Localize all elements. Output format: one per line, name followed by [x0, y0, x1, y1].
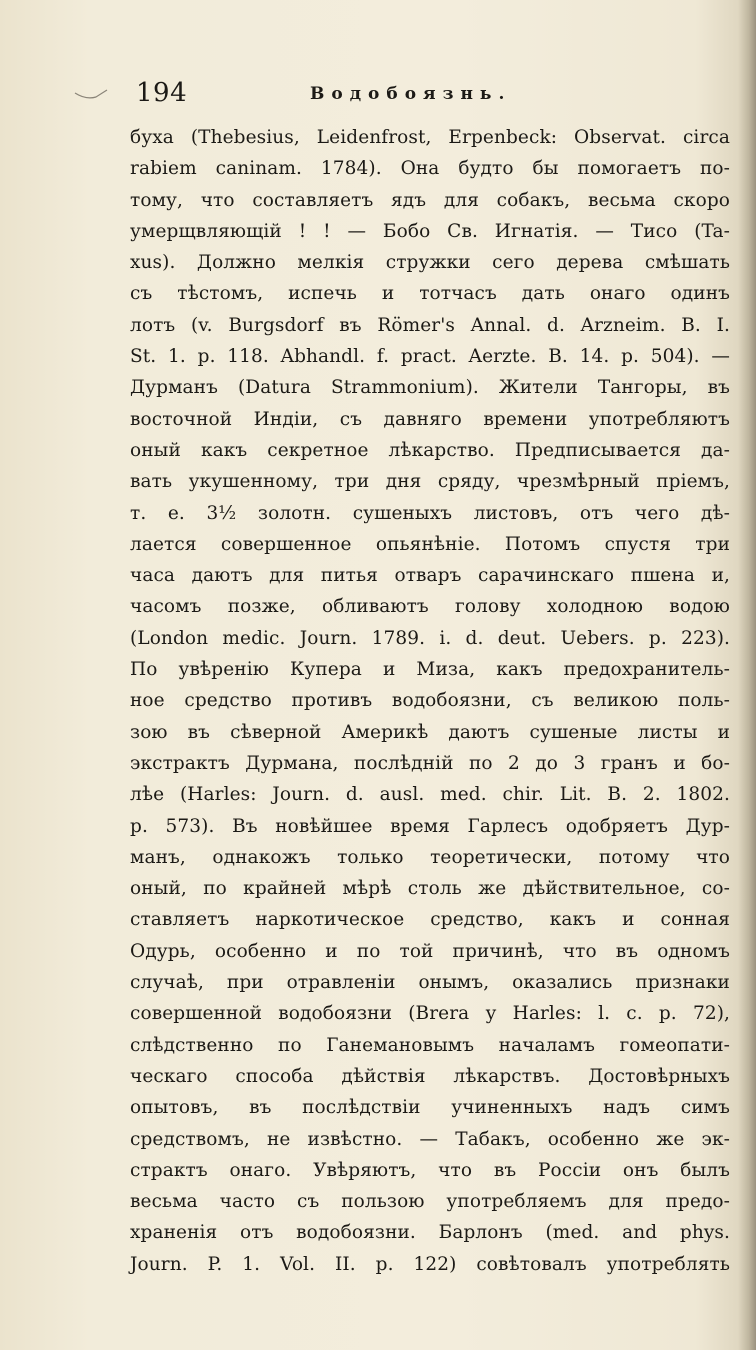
page-number: 194 — [136, 78, 188, 108]
text-line: храненія отъ водобоязни. Барлонъ (med. and phys. — [130, 1222, 730, 1244]
text-line: слѣдственно по Ганемановымъ началамъ гомеопати- — [130, 1034, 730, 1056]
text-line: лѣе (Harles: Journ. d. ausl. med. chir. Lit. B. 2. 1802. — [130, 784, 730, 806]
text-line: Journ. P. 1. Vol. II. p. 122) совѣтовалъ употреблять — [130, 1253, 730, 1275]
text-line: St. 1. p. 118. Abhandl. f. pract. Aerzte. B. 14. p. 504). — — [130, 346, 730, 368]
text-line: p. 573). Въ новѣйшее время Гарлесъ одобряетъ Дур- — [130, 815, 730, 837]
text-line: зою въ сѣверной Америкѣ даютъ сушеные листы и — [130, 721, 730, 743]
text-line: ставляетъ наркотическое средство, какъ и сонная — [130, 909, 730, 931]
text-line: ческаго способа дѣйствія лѣкарствъ. Достовѣрныхъ — [130, 1065, 730, 1087]
text-line: опытовъ, въ послѣдствіи учиненныхъ надъ симъ — [130, 1097, 730, 1119]
text-line: вать укушенному, три дня сряду, чрезмѣрный пріемъ, — [130, 471, 730, 493]
text-line: съ тѣстомъ, испечь и тотчасъ дать онаго одинъ — [130, 283, 730, 305]
text-line: оный какъ секретное лѣкарство. Предписывается да- — [130, 439, 730, 461]
text-line: случаѣ, при отравленіи онымъ, оказались признаки — [130, 972, 730, 994]
text-line: rabiem caninam. 1784). Она будто бы помогаетъ по- — [130, 158, 730, 180]
text-line: часа даютъ для питья отваръ сарачинскаго пшена и, — [130, 565, 730, 587]
text-line: восточной Индіи, съ давняго времени употребляютъ — [130, 408, 730, 430]
text-line: тому, что составляетъ ядъ для собакъ, весьма скоро — [130, 189, 730, 211]
text-line: страктъ онаго. Увѣряютъ, что въ Россіи онъ былъ — [130, 1159, 730, 1181]
text-line: манъ, однакожъ только теоретически, потому что — [130, 846, 730, 868]
text-line: экстрактъ Дурмана, послѣдній по 2 до 3 гранъ и бо- — [130, 752, 730, 774]
text-line: Одурь, особенно и по той причинѣ, что въ одномъ — [130, 940, 730, 962]
text-line: буха (Thebesius, Leidenfrost, Erpenbeck: Observat. circa — [130, 127, 730, 148]
text-line: По увѣренію Купера и Миза, какъ предохранитель- — [130, 659, 730, 681]
text-line: лотъ (v. Burgsdorf въ Römer's Annal. d. Arzneim. B. I. — [130, 314, 730, 336]
text-line: (London medic. Journ. 1789. i. d. deut. Uebers. p. 223). — [130, 627, 730, 649]
running-title: Водобоязнь. — [310, 84, 512, 104]
text-line: оный, по крайней мѣрѣ столь же дѣйствительное, со- — [130, 878, 730, 900]
page-edge-shadow — [738, 0, 756, 1350]
text-line: часомъ позже, обливаютъ голову холодною водою — [130, 596, 730, 618]
text-line: ное средство противъ водобоязни, съ великою поль- — [130, 690, 730, 712]
text-line: Дурманъ (Datura Strammonium). Жители Тангоры, въ — [130, 377, 730, 399]
text-line: xus). Должно мелкія стружки сего дерева смѣшать — [130, 252, 730, 274]
text-line: лается совершенное опьянѣніе. Потомъ спустя три — [130, 533, 730, 555]
body-text — [130, 122, 730, 1280]
text-line: т. е. 3½ золотн. сушеныхъ листовъ, отъ чего дѣ- — [130, 502, 730, 524]
text-line: совершенной водобоязни (Brera у Harles: l. c. p. 72), — [130, 1003, 730, 1025]
text-line: средствомъ, не извѣстно. — Табакъ, особенно же эк- — [130, 1128, 730, 1150]
text-line: умерщвляющій ! ! — Бобо Св. Игнатія. — Тисо (Ta- — [130, 220, 730, 242]
text-line: весьма часто съ пользою употребляемъ для предо- — [130, 1191, 730, 1213]
page-header — [130, 78, 730, 114]
margin-pencil-mark — [74, 88, 108, 102]
